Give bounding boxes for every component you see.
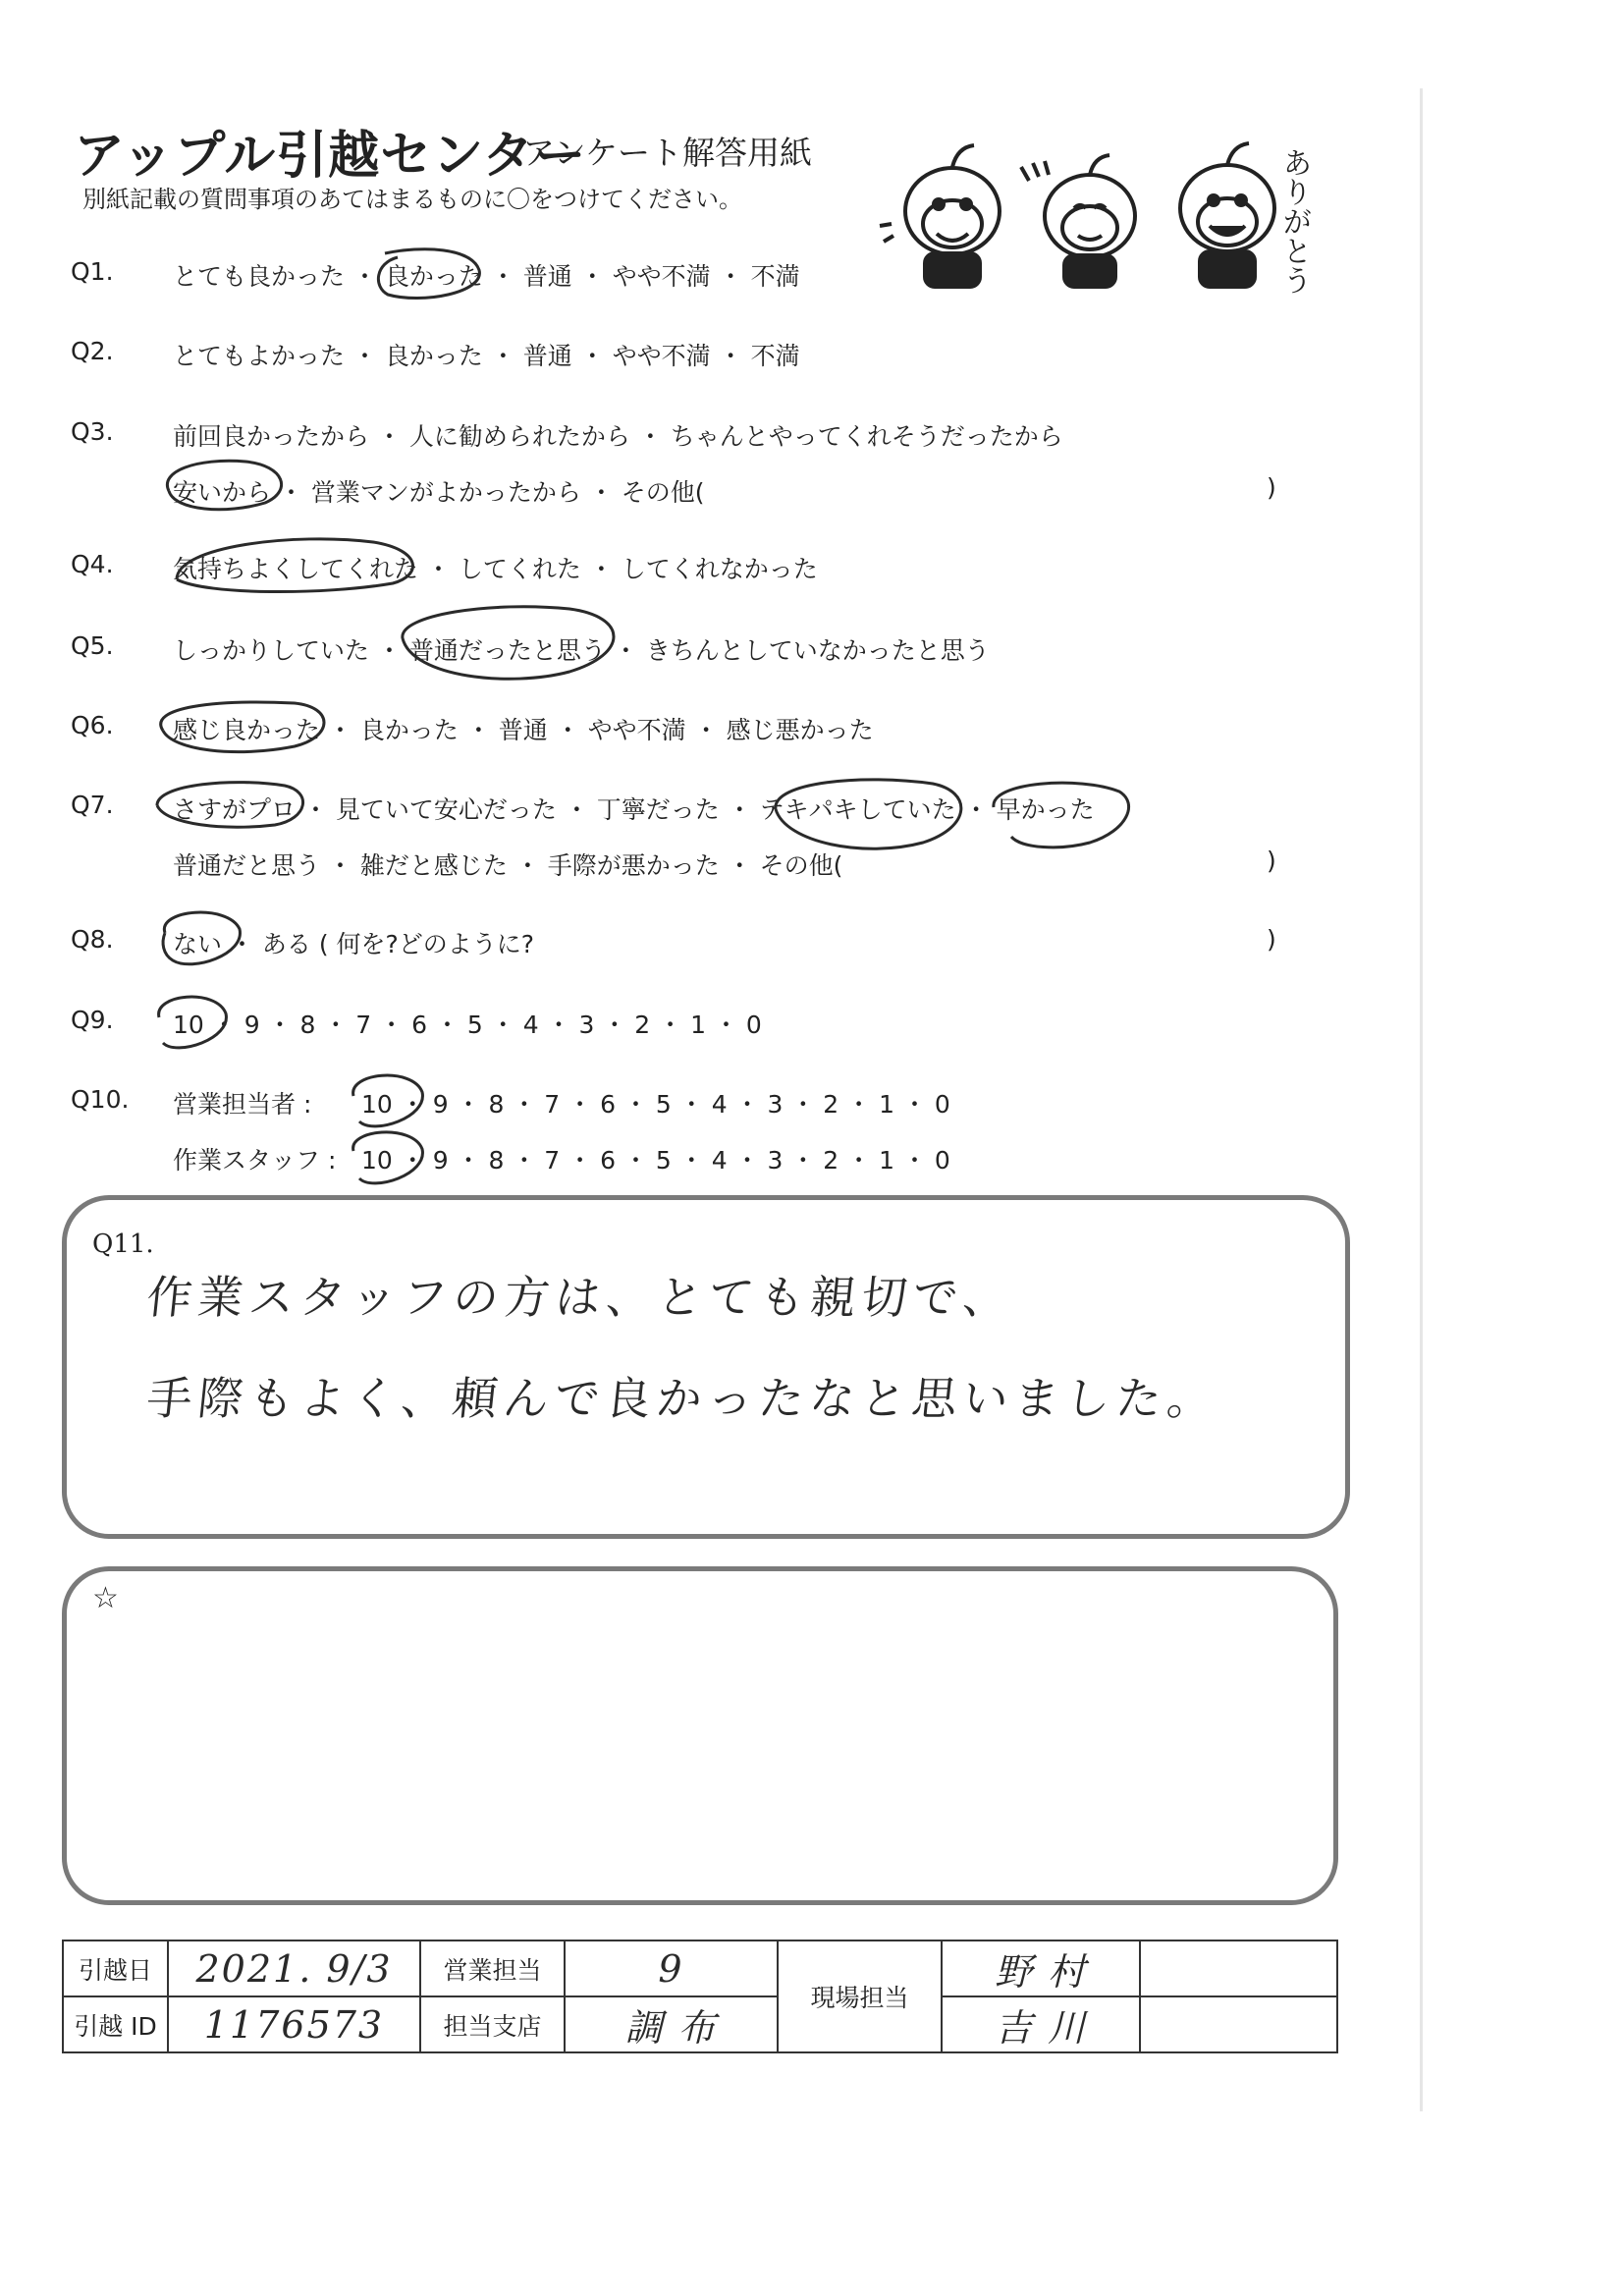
empty-cell	[1140, 1941, 1337, 1996]
q1-options: とても良かった ・ 良かった ・ 普通 ・ やや不満 ・ 不満	[173, 262, 800, 291]
q4-label: Q4.	[71, 550, 114, 578]
q8-label: Q8.	[71, 925, 114, 954]
move-id-label: 引越 ID	[63, 1996, 168, 2052]
q5-options: しっかりしていた ・ 普通だったと思う ・ きちんとしていなかったと思う	[173, 636, 990, 665]
q6-options: 感じ良かった ・ 良かった ・ 普通 ・ やや不満 ・ 感じ悪かった	[173, 716, 874, 744]
move-date-label: 引越日	[63, 1941, 168, 1996]
q2-label: Q2.	[71, 337, 114, 365]
company-title: アップル引越センター	[74, 127, 587, 186]
instruction-text: 別紙記載の質問事項のあてはまるものに〇をつけてください。	[82, 186, 742, 213]
site-rep-2-value: 吉 川	[942, 1996, 1140, 2052]
q7-options-line2: 普通だと思う ・ 雑だと感じた ・ 手際が悪かった ・ その他(	[173, 851, 843, 880]
q5-label: Q5.	[71, 631, 114, 660]
empty-cell	[1140, 1996, 1337, 2052]
q8-options: ない ・ ある ( 何を?どのように?	[173, 930, 535, 958]
q3-close-paren: )	[1267, 473, 1276, 502]
monkey-icon	[1021, 155, 1135, 287]
site-rep-1-value: 野 村	[942, 1941, 1140, 1996]
q1-label: Q1.	[71, 257, 114, 286]
mascot-speech-text: ありがとう	[1276, 147, 1312, 295]
q10-label: Q10.	[71, 1085, 130, 1114]
form-subtitle: アンケート解答用紙	[522, 134, 813, 172]
q10-sales-label: 営業担当者 :	[173, 1090, 312, 1119]
q7-label: Q7.	[71, 791, 114, 819]
q10-sales-scale: 10 ・ 9 ・ 8 ・ 7 ・ 6 ・ 5 ・ 4 ・ 3 ・ 2 ・ 1 ・ 0	[361, 1090, 950, 1119]
q6-label: Q6.	[71, 711, 114, 739]
q9-label: Q9.	[71, 1006, 114, 1034]
q3-options-line2: 安いから ・ 営業マンがよかったから ・ その他(	[173, 478, 705, 507]
branch-value: 調 布	[565, 1996, 778, 2052]
monkey-mascots-illustration	[864, 118, 1345, 295]
sales-rep-label: 営業担当	[420, 1941, 565, 1996]
q10-staff-label: 作業スタッフ :	[173, 1146, 337, 1175]
q11-handwritten-line2: 手際もよく、頼んで良かったなと思いました。	[143, 1372, 1221, 1425]
q3-label: Q3.	[71, 417, 114, 446]
star-comment-box	[62, 1566, 1338, 1905]
q7-options-line1: さすがプロ ・ 見ていて安心だった ・ 丁寧だった ・ テキパキしていた ・ 早かった	[173, 795, 1095, 824]
move-info-table	[62, 1940, 1338, 2053]
q2-options: とてもよかった ・ 良かった ・ 普通 ・ やや不満 ・ 不満	[173, 342, 800, 370]
q8-close-paren: )	[1267, 925, 1276, 954]
q9-options: 10 ・ 9 ・ 8 ・ 7 ・ 6 ・ 5 ・ 4 ・ 3 ・ 2 ・ 1 ・ 0	[173, 1011, 762, 1039]
q7-close-paren: )	[1267, 847, 1276, 875]
star-icon: ☆	[92, 1581, 119, 1615]
q10-staff-scale: 10 ・ 9 ・ 8 ・ 7 ・ 6 ・ 5 ・ 4 ・ 3 ・ 2 ・ 1 ・ 0	[361, 1146, 950, 1175]
q4-options: 気持ちよくしてくれた ・ してくれた ・ してくれなかった	[173, 555, 818, 583]
site-rep-label: 現場担当	[778, 1941, 942, 2052]
move-id-value: 1176573	[168, 1996, 420, 2052]
sales-rep-value: 9	[565, 1941, 778, 1996]
page-edge-shadow	[1420, 88, 1423, 2111]
q3-options-line1: 前回良かったから ・ 人に勧められたから ・ ちゃんとやってくれそうだったから	[173, 422, 1063, 451]
monkey-icon	[880, 145, 1000, 287]
q11-label: Q11.	[92, 1230, 154, 1259]
monkey-icon	[1180, 143, 1274, 287]
q11-handwritten-line1: 作業スタッフの方は、とても親切で、	[143, 1271, 1017, 1324]
branch-label: 担当支店	[420, 1996, 565, 2052]
move-date-value: 2021. 9/3	[168, 1941, 420, 1996]
